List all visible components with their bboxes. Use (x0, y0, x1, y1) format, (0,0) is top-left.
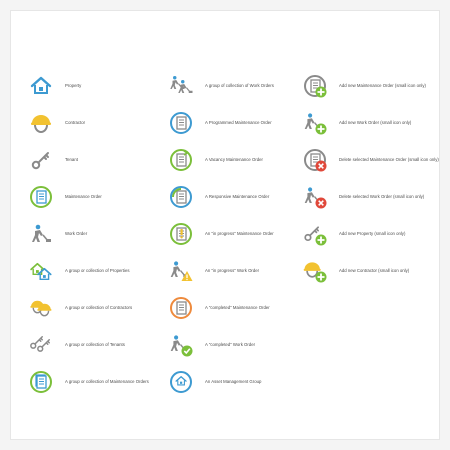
maintenance-order-icon (29, 185, 53, 209)
legend-label: Add new Maintenance Order (small icon only) (339, 83, 426, 88)
legend-row (169, 289, 274, 326)
legend-label: A group or collection of Contractors (65, 305, 133, 310)
keys-group-icon (29, 333, 53, 357)
icon-legend-sheet (10, 10, 440, 440)
legend-row (169, 252, 274, 289)
legend-column-2 (169, 67, 274, 400)
legend-label: Delete selected Work Order (small icon only) (339, 194, 425, 199)
legend-row (169, 104, 274, 141)
legend-row (169, 141, 274, 178)
legend-label: An "in progress" Work Order (205, 268, 260, 273)
legend-row (303, 141, 439, 178)
legend-label: Add new Property (small icon only) (339, 231, 406, 236)
add-property-icon (303, 222, 327, 246)
legend-row (29, 326, 149, 363)
legend-row (303, 252, 439, 289)
legend-label: Maintenance Order (65, 194, 102, 199)
legend-row (29, 178, 149, 215)
legend-label: A "completed" Work Order (205, 342, 256, 347)
legend-label: Contractor (65, 120, 86, 125)
legend-label: A "completed" Maintenance Order (205, 305, 270, 310)
legend-label: An "in progress" Maintenance Order (205, 231, 274, 236)
legend-label: Add new Work Order (small icon only) (339, 120, 412, 125)
legend-row (169, 215, 274, 252)
responsive-order-icon (169, 185, 193, 209)
legend-label: Delete selected Maintenance Order (small icon only) (339, 157, 439, 162)
hardhats-group-icon (29, 296, 53, 320)
legend-row (303, 67, 439, 104)
legend-row (29, 104, 149, 141)
legend-row (29, 289, 149, 326)
legend-row (169, 326, 274, 363)
in-progress-order-icon (169, 222, 193, 246)
legend-column-1 (29, 67, 149, 400)
legend-label: Add new Contractor (small icon only) (339, 268, 410, 273)
legend-label: A Vacancy Maintenance Order (205, 157, 263, 162)
programmed-order-icon (169, 111, 193, 135)
legend-label: A group or collection of Maintenance Orders (65, 379, 149, 384)
in-progress-work-icon (169, 259, 193, 283)
maintenance-orders-group-icon (29, 370, 53, 394)
completed-work-icon (169, 333, 193, 357)
add-order-icon (303, 74, 327, 98)
legend-label: A group or collection of Tenants (65, 342, 125, 347)
workers-group-icon (169, 74, 193, 98)
delete-order-icon (303, 148, 327, 172)
legend-label: An Asset Management Group (205, 379, 262, 384)
legend-label: A Programmed Maintenance Order (205, 120, 272, 125)
legend-label: Work Order (65, 231, 88, 236)
legend-label: Property (65, 83, 82, 88)
house-icon (29, 74, 53, 98)
asset-group-icon (169, 370, 193, 394)
legend-row (303, 215, 439, 252)
legend-row (29, 67, 149, 104)
worker-icon (29, 222, 53, 246)
legend-column-3 (303, 67, 439, 289)
legend-row (29, 215, 149, 252)
hardhat-icon (29, 111, 53, 135)
add-contractor-icon (303, 259, 327, 283)
completed-order-icon (169, 296, 193, 320)
add-work-icon (303, 111, 327, 135)
legend-row (303, 178, 439, 215)
vacancy-order-icon (169, 148, 193, 172)
legend-row (303, 104, 439, 141)
houses-group-icon (29, 259, 53, 283)
legend-label: A group or collection of Properties (65, 268, 130, 273)
delete-work-icon (303, 185, 327, 209)
legend-row (169, 67, 274, 104)
legend-row (29, 363, 149, 400)
legend-label: A group of collection of Work Orders (205, 83, 274, 88)
legend-row (169, 363, 274, 400)
legend-label: A Responsive Maintenance Order (205, 194, 270, 199)
legend-row (29, 141, 149, 178)
legend-row (169, 178, 274, 215)
legend-label: Tenant (65, 157, 78, 162)
key-icon (29, 148, 53, 172)
legend-row (29, 252, 149, 289)
